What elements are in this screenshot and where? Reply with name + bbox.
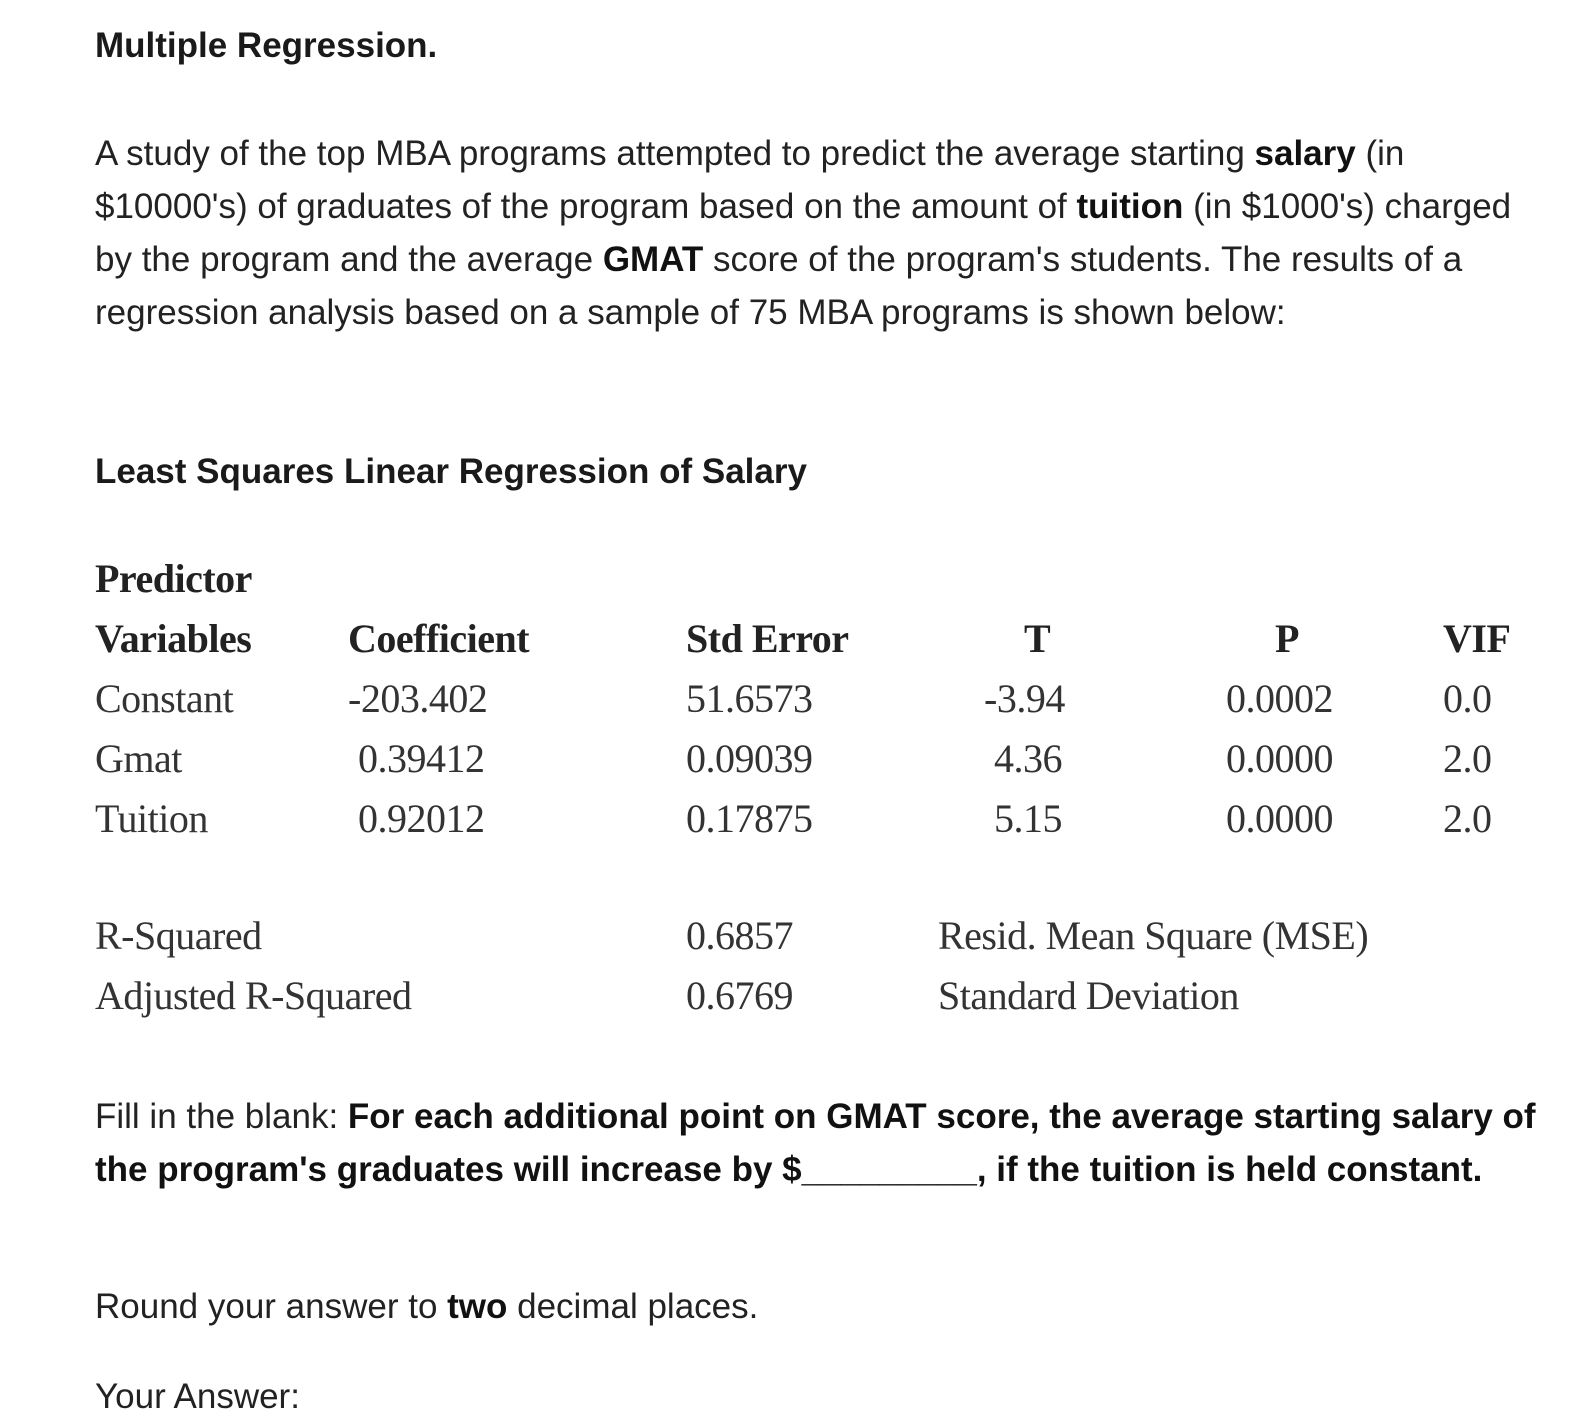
header-coefficient: Coefficient <box>348 616 530 661</box>
round-prefix: Round your answer to <box>95 1287 448 1326</box>
sd-label: Standard Deviation <box>938 973 1239 1018</box>
row-gmat-vif: 2.0 <box>1443 736 1492 781</box>
row-tuition-vif: 2.0 <box>1443 796 1492 841</box>
row-tuition-variable: Tuition <box>95 796 208 841</box>
round-bold: two <box>447 1287 508 1326</box>
question-paragraph <box>95 1090 1545 1196</box>
answer-label: Your Answer: <box>95 1377 300 1416</box>
row-tuition-std-error: 0.17875 <box>686 796 813 841</box>
row-gmat-variable: Gmat <box>95 736 182 781</box>
adj-r-squared-label: Adjusted R-Squared <box>95 973 412 1018</box>
row-gmat-std-error: 0.09039 <box>686 736 813 781</box>
row-tuition-t: 5.15 <box>994 796 1062 841</box>
row-tuition-p: 0.0000 <box>1226 796 1333 841</box>
row-tuition-coefficient: 0.92012 <box>358 796 485 841</box>
intro-gmat: GMAT <box>602 240 704 279</box>
row-constant-std-error: 51.6573 <box>686 676 813 721</box>
header-p: P <box>1275 616 1299 661</box>
adj-r-squared-value: 0.6769 <box>686 973 793 1018</box>
intro-tuition: tuition <box>1076 187 1184 226</box>
header-predictor: Predictor <box>95 556 252 601</box>
header-variables: Variables <box>95 616 252 661</box>
row-constant-t: -3.94 <box>984 676 1065 721</box>
intro-salary: salary <box>1254 134 1356 173</box>
header-vif: VIF <box>1443 616 1511 661</box>
table-title: Least Squares Linear Regression of Salary <box>95 452 807 491</box>
r-squared-value: 0.6857 <box>686 913 793 958</box>
page-title: Multiple Regression. <box>95 26 438 65</box>
round-instruction <box>95 1287 758 1327</box>
question-bold: For each additional point on GMAT score, the average starting salary of the program's graduates will increase by $_________, if the tuition is held constant. <box>95 1097 1536 1189</box>
question-prefix: Fill in the blank: <box>95 1097 348 1136</box>
row-constant-coefficient: -203.402 <box>348 676 488 721</box>
row-constant-vif: 0.0 <box>1443 676 1492 721</box>
intro-text-1: A study of the top MBA programs attempted to predict the average starting <box>95 134 1255 173</box>
intro-text-4: score of the program's students. The results of a regression analysis based on a sample of 75 MBA programs is shown below: <box>95 240 1463 332</box>
mse-label: Resid. Mean Square (MSE) <box>938 913 1369 958</box>
row-gmat-coefficient: 0.39412 <box>358 736 485 781</box>
header-std-error: Std Error <box>686 616 849 661</box>
round-suffix: decimal places. <box>507 1287 759 1326</box>
r-squared-label: R-Squared <box>95 913 262 958</box>
row-constant-p: 0.0002 <box>1226 676 1333 721</box>
header-t: T <box>1024 616 1051 661</box>
intro-paragraph <box>95 127 1545 339</box>
intro-text-3: (in $1000's) charged by the program and the average <box>95 187 1512 279</box>
row-gmat-t: 4.36 <box>994 736 1062 781</box>
row-gmat-p: 0.0000 <box>1226 736 1333 781</box>
row-constant-variable: Constant <box>95 676 234 721</box>
intro-text-2: (in $10000's) of graduates of the program based on the amount of <box>95 134 1405 226</box>
